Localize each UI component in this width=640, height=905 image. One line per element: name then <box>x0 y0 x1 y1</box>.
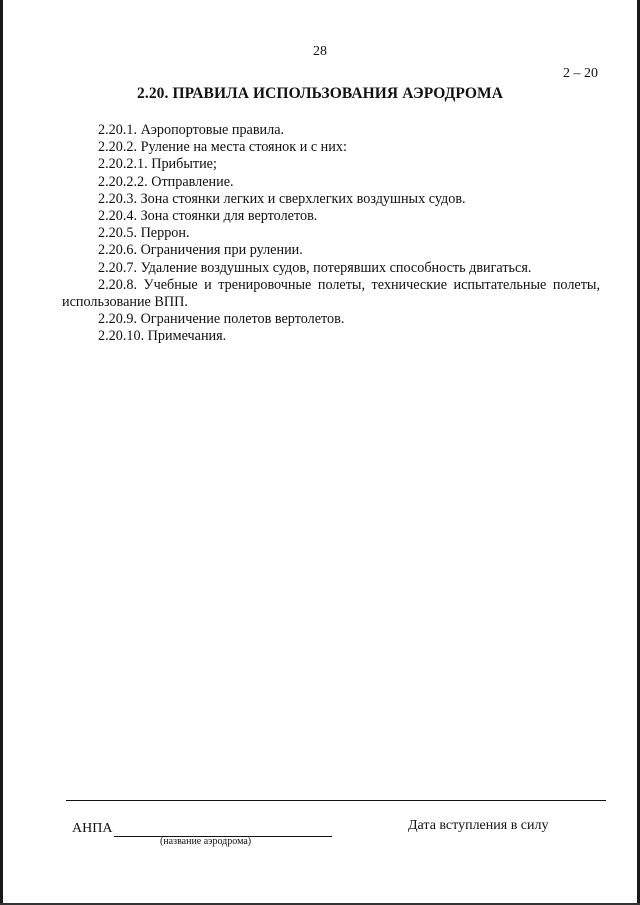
section-title: 2.20. ПРАВИЛА ИСПОЛЬЗОВАНИЯ АЭРОДРОМА <box>137 85 503 102</box>
list-item: 2.20.8. Учебные и тренировочные полеты, технические испытательные полеты, использование ВПП. <box>62 276 600 311</box>
anpa-field-group <box>72 821 332 837</box>
aerodrome-name-line <box>114 822 332 837</box>
page-number: 28 <box>313 44 327 59</box>
scan-edge-left <box>0 0 3 905</box>
list-item: 2.20.10. Примечания. <box>98 328 227 345</box>
list-item: 2.20.5. Перрон. <box>98 225 190 242</box>
list-item: 2.20.7. Удаление воздушных судов, потерявших способность двигаться. <box>98 259 532 276</box>
list-item: 2.20.9. Ограничение полетов вертолетов. <box>98 311 345 328</box>
section-code: 2 – 20 <box>563 66 598 81</box>
list-item: 2.20.1. Аэропортовые правила. <box>98 122 285 138</box>
footer-divider <box>66 800 606 801</box>
list-item: 2.20.3. Зона стоянки легких и сверхлегких воздушных судов. <box>98 190 466 207</box>
effective-date-label: Дата вступления в силу <box>408 818 549 833</box>
content-list <box>62 122 600 346</box>
list-item: 2.20.2.2. Отправление. <box>98 173 234 190</box>
list-item: 2.20.4. Зона стоянки для вертолетов. <box>98 208 318 225</box>
aerodrome-name-caption: (название аэродрома) <box>160 836 252 847</box>
list-item: 2.20.2. Руление на места стоянок и с них: <box>98 139 347 156</box>
anpa-label: АНПА <box>72 821 113 836</box>
list-item: 2.20.2.1. Прибытие; <box>98 156 217 173</box>
list-item: 2.20.6. Ограничения при рулении. <box>98 242 303 259</box>
